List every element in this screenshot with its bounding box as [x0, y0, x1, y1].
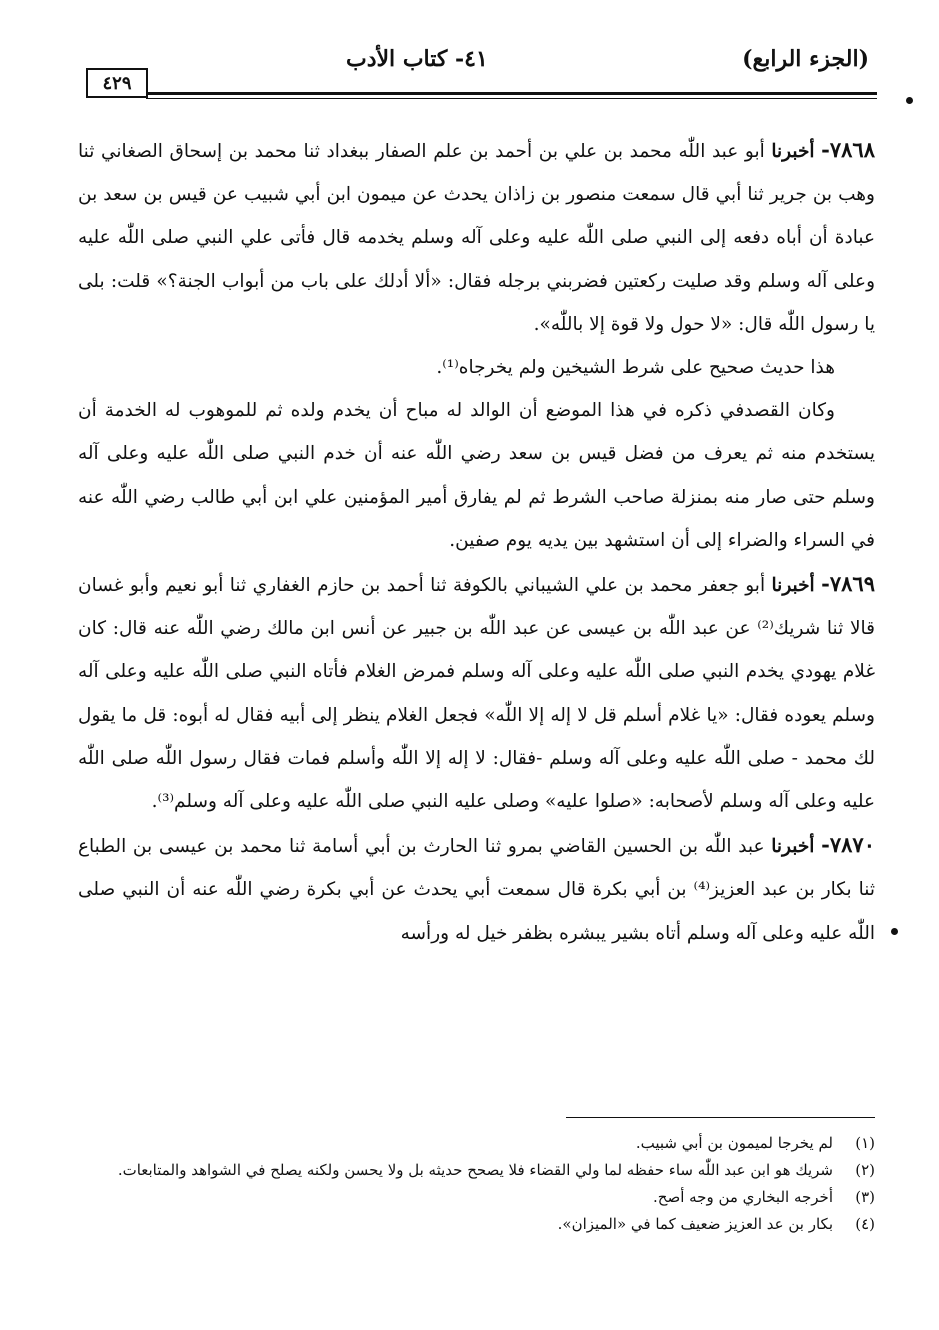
- footnote-number: (١): [855, 1134, 875, 1152]
- hadith-number: ٧٨٧٠-: [821, 832, 875, 858]
- narration-keyword: أخبرنا: [771, 836, 815, 858]
- hadith-7870: [78, 823, 875, 955]
- footnote-text: لم يخرجا لميمون بن أبي شبيب.: [635, 1134, 833, 1152]
- hadith-7869: [78, 562, 875, 823]
- hadith-text: عبد اللّٰه بن الحسين القاضي بمرو ثنا الحارث بن أبي أسامة ثنا محمد بن عيسى بن الطباع ثنا بكار بن عبد العزيز⁽⁴⁾ بن أبي بكرة قال سمعت أبي يحدث عن أبي بكرة رضي اللّٰه عنه أن النبي صلى اللّٰه عليه وعلى آله وسلم أتاه بشير يبشره بظفر خيل له ورأسه: [78, 836, 875, 944]
- footnote-item: [78, 1157, 875, 1184]
- page-header: [86, 40, 869, 94]
- footnote-text: شريك هو ابن عبد اللّٰه ساء حفظه لما ولي القضاء فلا يصحح حديثه بل ولا يحسن ولكنه يصلح في الشواهد والمتابعات.: [117, 1161, 833, 1179]
- footnote-number: (٣): [855, 1188, 875, 1206]
- hadith-text: أبو عبد اللّٰه محمد بن علي بن أحمد بن علم الصفار ببغداد ثنا محمد بن إسحاق الصغاني ثنا وهب بن جرير ثنا أبي قال سمعت منصور بن زاذان يحدث عن ميمون ابن أبي شبيب عن قيس بن سعد بن عبادة أن أباه دفعه إلى النبي صلى اللّٰه عليه وعلى آله وسلم يخدمه قال فأتى علي النبي صلى اللّٰه عليه وعلى آله وسلم وقد صليت ركعتين فضربني برجله فقال: «ألا أدلك على باب من أبواب الجنة؟» قلت: بلى يا رسول اللّٰه قال: «لا حول ولا قوة إلا باللّٰه».: [78, 141, 875, 335]
- volume-title: (الجزء الرابع): [742, 46, 869, 72]
- chapter-title: ٤١- كتاب الأدب: [346, 46, 488, 72]
- footnote-text: أخرجه البخاري من وجه أصح.: [653, 1188, 833, 1206]
- hadith-number: ٧٨٦٩-: [821, 571, 875, 597]
- footnote-item: [78, 1130, 875, 1157]
- hadith-number: ٧٨٦٨-: [821, 137, 875, 162]
- narration-keyword: أخبرنا: [771, 141, 815, 162]
- scan-dot-mark: [891, 928, 898, 935]
- footnote-separator: [566, 1117, 875, 1118]
- page-number-box: ٤٢٩: [86, 68, 148, 98]
- header-rule-thick: [146, 92, 877, 95]
- narration-keyword: أخبرنا: [771, 575, 815, 597]
- footnote-number: (٢): [855, 1161, 875, 1179]
- footnote-text: بكار بن عد العزيز ضعيف كما في «الميزان».: [557, 1215, 833, 1233]
- authenticity-note: هذا حديث صحيح على شرط الشيخين ولم يخرجاه⁽¹⁾.: [436, 357, 835, 379]
- scan-dot-mark: [906, 97, 913, 104]
- footnote-item: [78, 1211, 875, 1238]
- footnote-item: [78, 1184, 875, 1211]
- hadith-text: أبو جعفر محمد بن علي الشيباني بالكوفة ثنا أحمد بن حازم الغفاري ثنا أبو نعيم وأبو غسان قالا ثنا شريك⁽²⁾ عن عبد اللّٰه بن عيسى عن عبد اللّٰه بن جبير عن أنس ابن مالك رضي اللّٰه عنه قال: كان غلام يهودي يخدم النبي صلى اللّٰه عليه وعلى آله وسلم فمرض الغلام فأتاه النبي صلى اللّٰه عليه وعلى آله وسلم يعوده فقال: «يا غلام أسلم قل لا إله إلا اللّٰه» فجعل الغلام ينظر إلى أبيه فقال له أبوه: قل ما يقول لك محمد - صلى اللّٰه عليه وعلى آله وسلم -فقال: لا إله إلا اللّٰه وأسلم فمات فقال رسول اللّٰه صلى اللّٰه عليه وعلى آله وسلم لأصحابه: «صلوا عليه» وصلى عليه النبي صلى اللّٰه عليه وعلى آله وسلم⁽³⁾.: [78, 575, 875, 813]
- header-rule-thin: [146, 98, 877, 99]
- commentary-paragraph: وكان القصدفي ذكره في هذا الموضع أن الوالد له مباح أن يخدم ولده ثم للموهوب له الخدمة أن يستخدم منه ثم يعرف من فضل قيس بن سعد رضي اللّٰه عنه أن خدم النبي صلى اللّٰه عليه وعلى آله وسلم حتى صار منه بمنزلة صاحب الشرط ثم لم يفارق أمير المؤمنين علي ابن أبي طالب رضي اللّٰه عنه في السراء والضراء إلى أن استشهد بين يديه يوم صفين.: [78, 400, 875, 551]
- main-text: [78, 128, 875, 955]
- footnote-number: (٤): [855, 1215, 875, 1233]
- hadith-7868: [78, 128, 875, 346]
- footnotes: [78, 1130, 875, 1238]
